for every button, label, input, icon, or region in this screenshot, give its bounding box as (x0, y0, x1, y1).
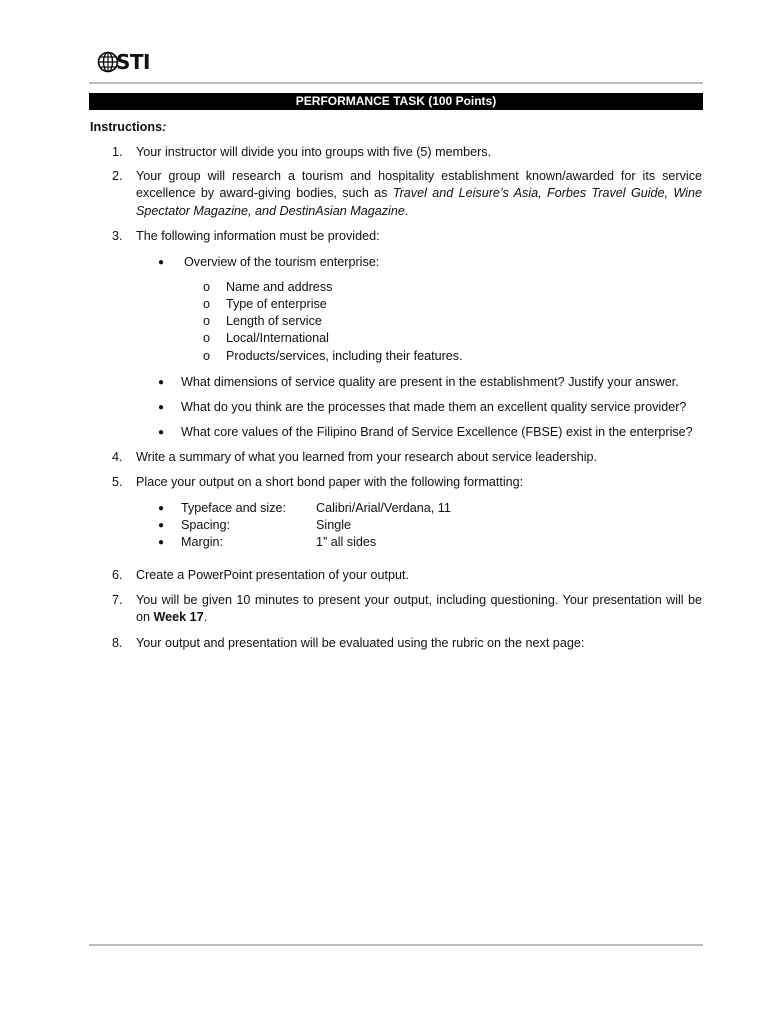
sub-marker: o (203, 314, 211, 328)
item-number: 3. (112, 229, 123, 243)
item-text: Your output and presentation will be evaluated using the rubric on the next page: (136, 636, 585, 650)
sub-item: Type of enterprise (226, 297, 327, 311)
footer-rule (89, 944, 703, 946)
item-text: Spectator Magazine, and DestinAsian Magazine. (136, 204, 409, 218)
logo-text: STI (116, 50, 150, 74)
item-text: excellence by award-giving bodies, such as Travel and Leisure’s Asia, Forbes Travel Guide, Wine (136, 186, 702, 200)
item-number: 6. (112, 568, 123, 582)
bullet-text: What do you think are the processes that made them an excellent quality service provider? (181, 400, 687, 414)
sti-logo (97, 51, 150, 73)
format-value: Calibri/Arial/Verdana, 11 (316, 501, 451, 515)
bullet-marker: ● (158, 427, 165, 438)
format-value: Single (316, 518, 352, 532)
item-text: The following information must be provided: (136, 229, 380, 243)
item-text: Place your output on a short bond paper with the following formatting: (136, 475, 524, 489)
item-text: on Week 17. (136, 610, 208, 624)
page-title: PERFORMANCE TASK (100 Points) (89, 93, 703, 110)
instructions-label: Instructions: (90, 120, 167, 134)
sub-marker: o (203, 280, 211, 294)
bullet-marker: ● (158, 377, 165, 388)
item-text: Create a PowerPoint presentation of your output. (136, 568, 410, 582)
bullet-text: What core values of the Filipino Brand of Service Excellence (FBSE) exist in the enterprise? (181, 425, 693, 439)
sub-marker: o (203, 297, 211, 311)
item-number: 8. (112, 636, 123, 650)
header-rule (89, 82, 703, 84)
format-label: Typeface and size: (181, 501, 287, 515)
item-number: 4. (112, 450, 123, 464)
bullet-text: What dimensions of service quality are present in the establishment? Justify your answer. (181, 375, 679, 389)
item-number: 7. (112, 593, 123, 607)
format-label: Spacing: (181, 518, 231, 532)
format-label: Margin: (181, 535, 223, 549)
item-number: 5. (112, 475, 123, 489)
bullet-marker: ● (158, 503, 165, 514)
item-number: 2. (112, 169, 123, 183)
bullet-marker: ● (158, 537, 165, 548)
sub-item: Length of service (226, 314, 322, 328)
sub-item: Products/services, including their features. (226, 349, 463, 363)
sub-item: Local/International (226, 331, 329, 345)
bullet-text: Overview of the tourism enterprise: (184, 255, 380, 269)
sub-item: Name and address (226, 280, 333, 294)
item-text: You will be given 10 minutes to present your output, including questioning. Your presentation will be (136, 593, 702, 607)
sub-marker: o (203, 331, 211, 345)
bullet-marker: ● (158, 402, 165, 413)
item-text: Write a summary of what you learned from your research about service leadership. (136, 450, 598, 464)
item-number: 1. (112, 145, 123, 159)
bullet-marker: ● (158, 520, 165, 531)
bullet-marker: ● (158, 257, 165, 268)
item-text: Your group will research a tourism and hospitality establishment known/awarded for its service (136, 169, 702, 183)
item-text: Your instructor will divide you into groups with five (5) members. (136, 145, 492, 159)
sub-marker: o (203, 349, 211, 363)
format-value: 1” all sides (316, 535, 377, 549)
